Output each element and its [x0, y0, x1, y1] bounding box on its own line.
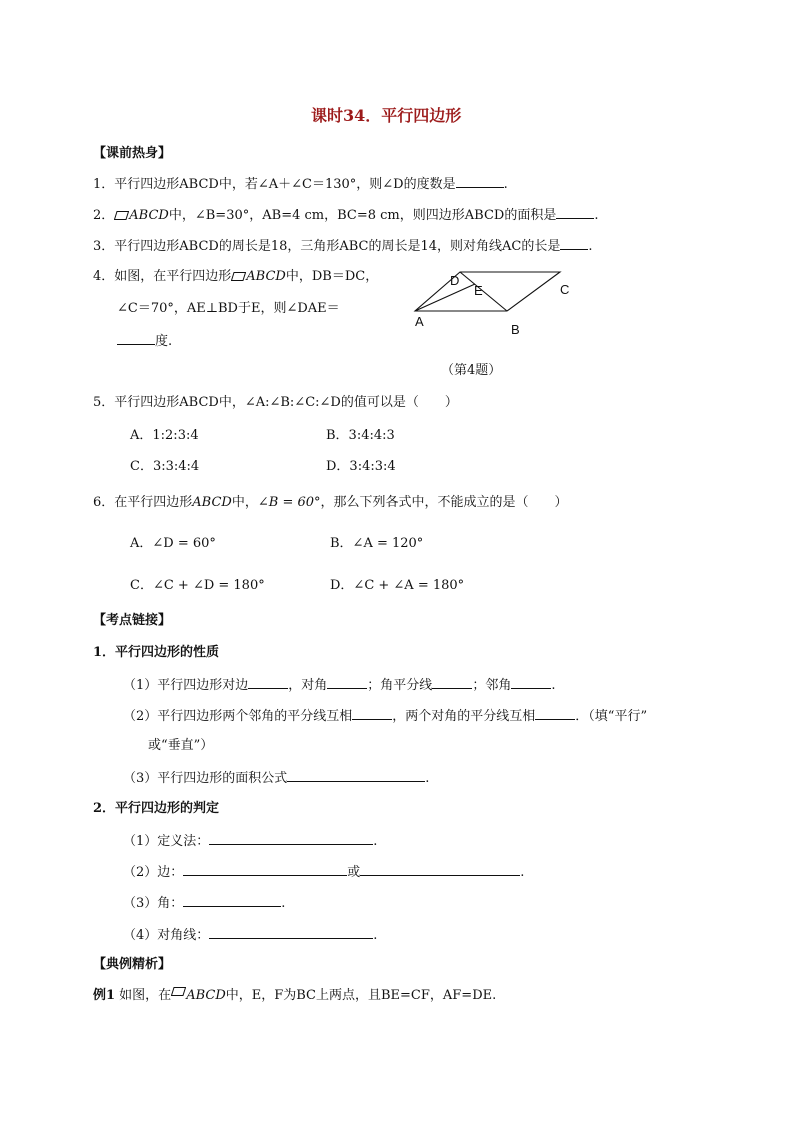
q4-caption: （第4题） — [441, 363, 502, 378]
prop1-a: （1）平行四边形对边 — [123, 678, 249, 693]
q6-option-d[interactable]: D．∠C + ∠A = 180° — [330, 578, 465, 593]
ex1-label: 例1 — [93, 988, 116, 1003]
judge1-b: . — [373, 834, 378, 849]
judge-4 — [123, 925, 377, 945]
question-6-stem — [93, 494, 568, 512]
judge2-a: （2）边： — [123, 865, 184, 880]
q5-option-b[interactable]: B．3:4:4:3 — [326, 428, 395, 443]
question-4-line-2 — [117, 300, 340, 318]
q2-period: . — [594, 208, 599, 223]
section-examples: 【典例精析】 — [93, 957, 172, 972]
q6-angle: ∠B = 60° — [257, 495, 321, 510]
judge2-or: 或 — [347, 865, 361, 880]
judge2-b: . — [520, 865, 525, 880]
label-e: E — [474, 283, 483, 298]
q1-text: 1．平行四边形ABCD中，若∠A＋∠C＝130°，则∠D的度数是 — [93, 177, 456, 192]
q4-blank[interactable] — [117, 331, 155, 345]
judge3-blank[interactable] — [183, 893, 281, 907]
question-4-line-3 — [117, 331, 172, 351]
prop1-blank-1[interactable] — [248, 675, 288, 689]
q3-period: . — [588, 239, 593, 254]
prop3-a: （3）平行四边形的面积公式 — [123, 771, 288, 786]
q2-ab: AB=4 cm， — [262, 208, 338, 223]
prop-2 — [123, 706, 647, 726]
prop-1 — [123, 675, 555, 695]
q6-pre: 6．在平行四边形 — [93, 495, 193, 510]
label-a: A — [415, 314, 424, 329]
q2-blank[interactable] — [556, 205, 594, 219]
prop3-blank[interactable] — [287, 768, 425, 782]
judge3-b: . — [281, 896, 286, 911]
prop1-c: ；角平分线 — [367, 678, 433, 693]
judge4-a: （4）对角线： — [123, 928, 210, 943]
q5-option-a[interactable]: A．1:2:3:4 — [130, 428, 199, 443]
prop1-e: . — [551, 678, 556, 693]
prop-3 — [123, 768, 429, 788]
judge1-a: （1）定义法： — [123, 834, 210, 849]
question-5-stem: 5．平行四边形ABCD中，∠A:∠B:∠C:∠D的值可以是（ ） — [93, 395, 458, 410]
diagonal-bd — [460, 272, 507, 311]
q2-number: 2． — [93, 208, 115, 223]
prop1-d: ；邻角 — [472, 678, 512, 693]
prop3-b: . — [425, 771, 430, 786]
q6-option-a[interactable]: A．∠D = 60° — [130, 536, 216, 551]
prop2-blank-2[interactable] — [535, 706, 575, 720]
label-d: D — [450, 273, 460, 288]
ex1-rest: 中，E，F为BC上两点，且BE=CF，AF=DE. — [225, 988, 497, 1003]
section-links: 【考点链接】 — [93, 613, 172, 628]
label-b: B — [511, 322, 520, 337]
judge2-blank-2[interactable] — [360, 862, 520, 876]
q2-abcd: ABCD — [129, 208, 169, 223]
judge-heading: 2．平行四边形的判定 — [93, 801, 220, 816]
question-3 — [93, 236, 593, 256]
ex1-abcd: ABCD — [186, 988, 226, 1003]
q2-rest: 则四边形ABCD的面积是 — [412, 208, 557, 223]
props-heading: 1．平行四边形的性质 — [93, 645, 220, 660]
question-1 — [93, 174, 508, 194]
section-warmup: 【课前热身】 — [93, 146, 172, 161]
q6-abcd: ABCD — [192, 495, 232, 510]
judge4-blank[interactable] — [209, 925, 373, 939]
q2-bc: BC=8 cm， — [337, 208, 413, 223]
judge-2 — [123, 862, 524, 882]
prop2-a: （2）平行四边形两个邻角的平分线互相 — [123, 709, 353, 724]
example-1 — [93, 987, 496, 1005]
judge4-b: . — [373, 928, 378, 943]
prop1-b: ，对角 — [288, 678, 328, 693]
judge-3 — [123, 893, 285, 913]
prop1-blank-2[interactable] — [327, 675, 367, 689]
ex1-pre: 如图，在 — [115, 988, 172, 1003]
judge2-blank-1[interactable] — [183, 862, 347, 876]
question-2 — [93, 205, 598, 225]
q2-mid: 中， — [168, 208, 195, 223]
judge-1 — [123, 831, 377, 851]
prop2-b: ，两个对角的平分线互相 — [392, 709, 536, 724]
prop1-blank-3[interactable] — [432, 675, 472, 689]
q5-option-c[interactable]: C．3:3:4:4 — [130, 459, 200, 474]
prop2-blank-1[interactable] — [352, 706, 392, 720]
q6-option-b[interactable]: B．∠A = 120° — [330, 536, 424, 551]
parallelogram-icon — [114, 211, 129, 220]
prop-2-cont: 或“垂直”） — [148, 738, 214, 753]
q4-figure — [405, 264, 595, 342]
q1-period: . — [503, 177, 508, 192]
label-c: C — [560, 282, 570, 297]
q3-blank[interactable] — [560, 236, 588, 250]
parallelogram-icon — [231, 272, 246, 281]
judge3-a: （3）角： — [123, 896, 184, 911]
q2-angle: ∠B=30°， — [194, 208, 263, 223]
q6-option-c[interactable]: C．∠C + ∠D = 180° — [130, 578, 265, 593]
q4-line2: ∠C＝70°，AE⊥BD于E，则∠DAE＝ — [117, 301, 340, 316]
q5-option-d[interactable]: D．3:4:3:4 — [326, 459, 396, 474]
parallelogram-icon — [171, 987, 186, 996]
prop2-c: ．（填“平行” — [575, 709, 648, 724]
q4-line1-pre: 4．如图，在平行四边形 — [93, 269, 232, 284]
q1-blank[interactable] — [456, 174, 504, 188]
page-title: 课时34．平行四边形 — [311, 106, 462, 125]
judge1-blank[interactable] — [209, 831, 373, 845]
prop1-blank-4[interactable] — [511, 675, 551, 689]
q4-line3-post: 度. — [155, 334, 173, 349]
q4-abcd: ABCD — [246, 269, 286, 284]
question-4-line-1 — [93, 268, 378, 286]
q4-line1-post: 中，DB＝DC， — [285, 269, 379, 284]
segment-ae — [415, 284, 475, 311]
q6-post: ，那么下列各式中，不能成立的是（ ） — [320, 495, 568, 510]
q6-mid: 中， — [231, 495, 258, 510]
parallelogram-abcd — [415, 272, 560, 311]
q3-text: 3．平行四边形ABCD的周长是18，三角形ABC的周长是14，则对角线AC的长是 — [93, 239, 561, 254]
